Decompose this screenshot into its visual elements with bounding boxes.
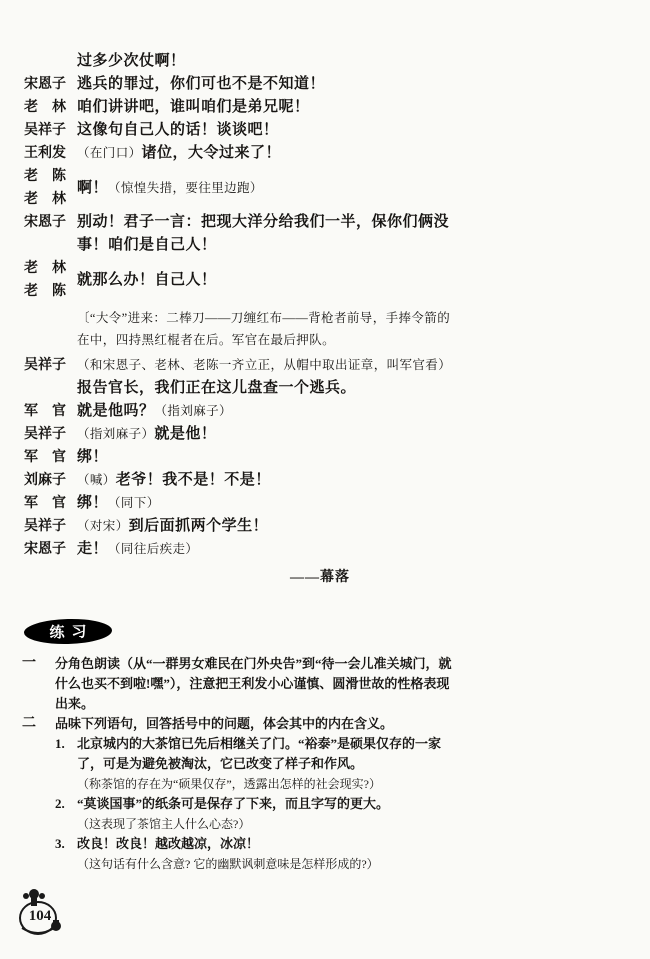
speaker-name: 老 林 — [24, 100, 66, 115]
script-line — [24, 73, 464, 96]
stage-direction-text: （在门口） — [77, 146, 142, 160]
exercise-subitem-text: “莫谈国事”的纸条可是保存了下来，而且字写的更大。 — [77, 796, 390, 811]
exercise-subitem-number: 2. — [55, 796, 65, 811]
exercise-subitem-number: 1. — [55, 736, 65, 751]
exercise-item-text: 分角色朗读（从“一群男女难民在门外央告”到“待一会儿准关城门，就什么也买不到啦!嘿”），注意把王利发小心谨慎、圆滑世故的性格表现出来。 — [55, 656, 452, 711]
stage-direction-text: 〔“大令”进来：二棒刀——刀缠红布——背枪者前导，手捧令箭的在中，四持黑红棍者在后。军官在最后押队。 — [77, 311, 451, 347]
script-line — [24, 400, 464, 423]
exercise-subitem-text: 北京城内的大茶馆已先后相继关了门。“裕泰”是硕果仅存的一家了，可是为避免被淘汰，它已改变了样子和作风。 — [77, 736, 442, 771]
script-line — [24, 469, 464, 492]
exercise-subitem-note: （这句话有什么含意? 它的幽默讽刺意味是怎样形成的?） — [77, 857, 379, 871]
stage-direction-text: （同往后疾走） — [108, 542, 199, 556]
dialogue-text: 老爷！我不是！不是！ — [115, 472, 271, 488]
script-line — [24, 142, 464, 165]
exercise-item-body — [55, 654, 460, 714]
speaker-name: 宋恩子 — [24, 542, 66, 557]
dialogue-text: 报告官长，我们正在这儿盘查一个逃兵。 — [77, 380, 357, 396]
speaker-name: 军 官 — [24, 450, 66, 465]
dialogue-text: 就那么办！自己人！ — [77, 271, 217, 288]
dialogue-text: 绑！ — [77, 495, 109, 511]
speaker-name: 吴祥子 — [24, 123, 66, 138]
dialogue-text: 就是他！ — [154, 426, 217, 442]
speaker-name: 王利发 — [24, 146, 66, 161]
line-text — [77, 96, 452, 119]
line-text — [77, 307, 457, 351]
exercise-subitem-number: 3. — [55, 836, 65, 851]
exercise-subitem — [55, 794, 460, 834]
script-line — [24, 50, 464, 73]
stage-direction-text: （指刘麻子） — [77, 427, 155, 441]
speaker-name: 刘麻子 — [24, 473, 66, 488]
stage-direction-text: （惊惶失措，要往里边跑） — [108, 180, 263, 195]
dialogue-text: 别动！君子一言：把现大洋分给我们一半，保你们俩没事！咱们是自己人！ — [77, 214, 450, 253]
exercise-badge — [24, 618, 113, 645]
script-line — [24, 257, 464, 303]
exercise-subitem-body — [77, 734, 455, 794]
line-text — [77, 73, 452, 96]
dialogue-text: 啊！ — [77, 179, 109, 196]
stage-direction-text: （指刘麻子） — [154, 404, 232, 418]
speaker-name: 吴祥子 — [24, 358, 66, 373]
page-number: 104 — [28, 908, 52, 924]
dialogue-text: 诸位，大令过来了！ — [141, 145, 282, 161]
stage-direction-text: （喊） — [77, 473, 116, 487]
line-text — [77, 142, 452, 165]
script-line — [24, 211, 464, 257]
exercise-item — [22, 654, 492, 714]
speaker-name: 宋恩子 — [24, 77, 66, 92]
line-text — [77, 515, 452, 538]
exercise-item-text: 品味下列语句，回答括号中的问题，体会其中的内在含义。 — [55, 716, 394, 731]
script-line — [24, 515, 464, 538]
exercise-item-marker: 一 — [22, 656, 36, 671]
stage-direction-text: （和宋恩子、老林、老陈一齐立正，从帽中取出证章，叫军官看） — [77, 358, 452, 372]
script-line — [24, 492, 464, 515]
speaker-name: 老 陈 老 林 — [24, 169, 66, 207]
script-line — [24, 96, 464, 119]
dialogue-text: 这像句自己人的话！谈谈吧！ — [77, 122, 279, 138]
exercise-subitem — [55, 834, 460, 874]
line-text — [77, 400, 452, 423]
line-text — [77, 269, 452, 292]
exercise-item-marker: 二 — [22, 716, 36, 731]
script-lines — [24, 50, 464, 561]
exercise-section — [22, 654, 492, 874]
stage-direction-text: （对宋） — [77, 519, 129, 533]
line-text — [77, 354, 452, 400]
speaker-name: 军 官 — [24, 496, 66, 511]
exercise-item-body — [55, 714, 460, 874]
dialogue-text: 过多少次仗啊！ — [77, 53, 186, 69]
line-text — [77, 446, 452, 469]
script-line — [24, 165, 464, 211]
line-text — [77, 177, 452, 200]
dialogue-text: 走！ — [77, 541, 109, 557]
line-text — [77, 119, 452, 142]
speaker-name: 吴祥子 — [24, 427, 66, 442]
exercise-subitem — [55, 734, 460, 794]
speaker-name: 军 官 — [24, 404, 66, 419]
script-line — [24, 354, 464, 400]
exercise-subitem-note: （称茶馆的存在为“硕果仅存”，透露出怎样的社会现实?） — [77, 777, 381, 791]
dialogue-text: 逃兵的罪过，你们可也不是不知道！ — [77, 76, 326, 92]
line-text — [77, 50, 452, 73]
page-number-stamp — [12, 884, 68, 942]
dialogue-text: 到后面抓两个学生！ — [128, 518, 269, 534]
exercise-subitem-note: （这表现了茶馆主人什么心态?） — [77, 817, 251, 831]
dialogue-text: 咱们讲讲吧，谁叫咱们是弟兄呢！ — [77, 99, 310, 115]
line-text — [77, 469, 452, 492]
stage-direction-block — [24, 307, 464, 351]
script-line — [24, 446, 464, 469]
play-script — [24, 50, 464, 586]
curtain-falls-label: ——幕落 — [290, 570, 350, 585]
line-text — [77, 211, 452, 257]
speaker-name: 宋恩子 — [24, 215, 66, 230]
dialogue-text: 绑！ — [77, 449, 109, 465]
script-line — [24, 119, 464, 142]
exercise-subitem-body — [77, 794, 455, 834]
script-line — [24, 423, 464, 446]
script-line — [24, 538, 464, 561]
stage-direction-text: （同下） — [108, 496, 160, 510]
speaker-name: 老 林 老 陈 — [24, 261, 66, 299]
line-text — [77, 423, 452, 446]
exercise-subitem-text: 改良！改良！越改越凉，冰凉！ — [77, 836, 260, 851]
dialogue-text: 就是他吗？ — [77, 403, 155, 419]
line-text — [77, 492, 452, 515]
line-text — [77, 538, 452, 561]
exercise-badge-label: 练习 — [49, 624, 94, 642]
speaker-name: 吴祥子 — [24, 519, 66, 534]
exercise-item — [22, 714, 492, 874]
exercise-subitem-body — [77, 834, 455, 874]
